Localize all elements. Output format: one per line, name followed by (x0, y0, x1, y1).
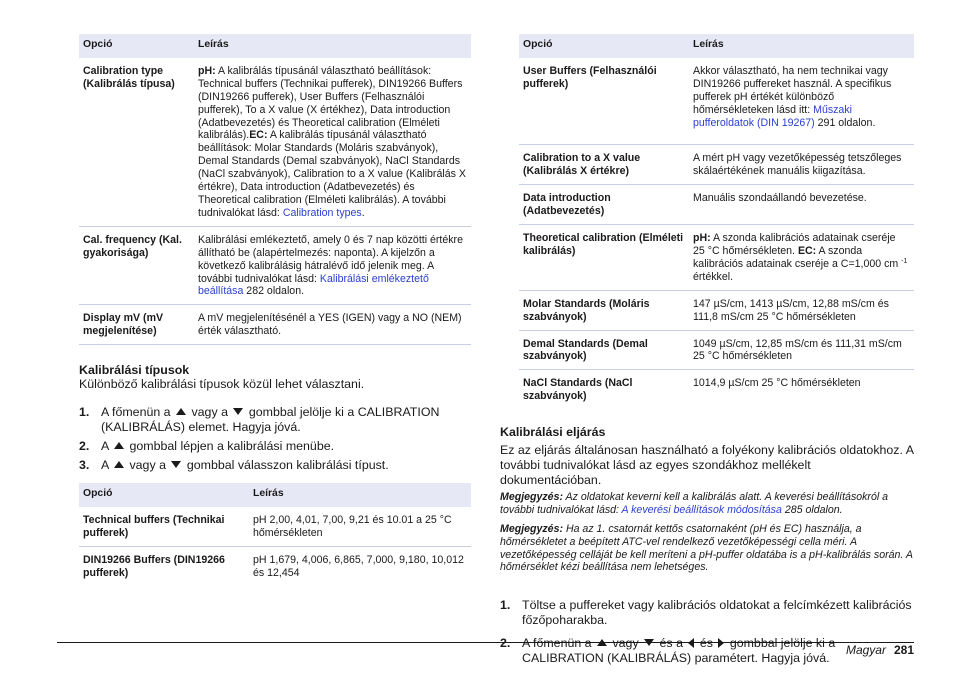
option-description (194, 226, 471, 305)
step-text: gombbal jelölje ki a CALIBRATION (KALIBRÁLÁS) paramétert. Hagyja jóvá. (522, 635, 836, 665)
desc-text: értékkel. (693, 270, 734, 283)
option-description: pH 2,00, 4,01, 7,00, 9,21 és 10.01 a 25 °C hőmérsékleten (249, 507, 471, 546)
right-column (500, 34, 914, 670)
note-text: Az oldatokat keverni kell a kalibrálás alatt. A keverési beállításokról a további tudnivalókat lásd: (500, 491, 889, 516)
desc-text: A szonda kalibrációs adatainak cseréje 25 °C hőmérsékleten. (693, 232, 896, 257)
note-text: Ha az 1. csatornát kettős csatornaként (pH és EC) használja, a hőmérsékletet a beépített ATC-vel rendelkező vezetőképességi cella méri. A vezetőképesség celláját be kell meríteni a pH-puffer oldatába is a pH-kalibrálás során. A hőmérséklet kézi beállítása nem lehetséges. (500, 523, 913, 574)
option-description (194, 305, 471, 345)
desc-text: A mV megjelenítésénél a YES (IGEN) vagy a NO (NEM) érték választható. (198, 312, 462, 338)
option-name: Display mV (mV megjelenítése) (79, 305, 194, 345)
link-technical-buffers[interactable]: Műszaki pufferoldatok (DIN 19267) (693, 103, 852, 129)
table-row (519, 145, 914, 185)
header-option: Opció (519, 34, 689, 58)
desc-text: . (361, 206, 365, 219)
section-title-calibration-types: Kalibrálási típusok (79, 363, 190, 378)
list-item (79, 458, 471, 473)
header-description: Leírás (194, 34, 471, 58)
header-option: Opció (79, 34, 194, 58)
note-stirring (500, 491, 914, 516)
table-row (519, 185, 914, 225)
table-header (519, 34, 914, 58)
step-number: 1. (79, 405, 90, 420)
note-label: Megjegyzés: (500, 523, 563, 536)
step-text: A (101, 458, 113, 473)
arrow-up-icon (176, 408, 186, 415)
table-row (519, 370, 914, 409)
option-name: Technical buffers (Technikai pufferek) (79, 507, 249, 546)
desc-text: Kalibrálási emlékeztető, amely 0 és 7 nap közötti értékre állítható be (alapértelmezés: naponta). A kijelzőn a következő kalibrálásig hátralévő idő jelenik meg. A további tudnivalókat lásd: (198, 233, 463, 285)
option-description: Manuális szondaállandó bevezetése. (689, 185, 914, 225)
label-ph: pH: (198, 64, 216, 77)
table-row (79, 58, 471, 226)
table-row (519, 330, 914, 370)
arrow-down-icon (233, 408, 243, 415)
desc-text: A kalibrálás típusánál választható beállítások: Technical buffers (Technikai pufferek), DIN19266 Buffers (DIN19266 pufferek), User Buffers (Felhasználói pufferek), To a X value (X értékhez), Data introduction (Adatbevezetés) és Theoretical calibration (Elméleti kalibrálás). (198, 64, 463, 142)
option-name: User Buffers (Felhasználói pufferek) (519, 58, 689, 145)
table-header (79, 34, 471, 58)
page-footer (846, 643, 914, 657)
table-row (79, 226, 471, 305)
option-description: 147 µS/cm, 1413 µS/cm, 12,88 mS/cm és 111,8 mS/cm 25 °C hőmérsékleten (689, 290, 914, 330)
step-text: és (696, 635, 717, 650)
option-name: Data introduction (Adatbevezetés) (519, 185, 689, 225)
list-item (500, 598, 914, 628)
section-intro: Ez az eljárás általánosan használható a folyékony kalibrációs oldatokhoz. A további tudnivalókat lásd az egyes szondákhoz mellékelt dokumentációban. (500, 443, 914, 488)
procedure-body (500, 443, 914, 666)
step-number: 2. (79, 439, 90, 454)
arrow-down-icon (171, 461, 181, 468)
option-name: Theoretical calibration (Elméleti kalibrálás) (519, 225, 689, 291)
step-text: Töltse a puffereket vagy kalibrációs oldatokat a felcímkézett kalibrációs főzőpoharakba. (522, 597, 912, 627)
step-text: és a (656, 635, 687, 650)
link-stirring-settings[interactable]: A keverési beállítások módosítása (621, 503, 782, 516)
step-text: gombbal jelölje ki a CALIBRATION (KALIBRÁLÁS) elemet. Hagyja jóvá. (101, 405, 440, 435)
option-description: 1014,9 µS/cm 25 °C hőmérsékleten (693, 377, 861, 390)
footer-divider (57, 642, 914, 643)
desc-text: 282 oldalon. (243, 285, 305, 298)
link-calibration-types[interactable]: Calibration types (282, 206, 362, 219)
step-text: vagy (609, 635, 643, 650)
note-text: 285 oldalon. (781, 503, 843, 516)
option-name: Molar Standards (Moláris szabványok) (519, 290, 689, 330)
option-description: 1049 µS/cm, 12,85 mS/cm és 111,31 mS/cm 25 °C hőmérsékleten (689, 330, 914, 370)
steps-list (79, 405, 471, 473)
option-name: Cal. frequency (Kal. gyakorisága) (79, 226, 194, 305)
table-row (79, 507, 471, 546)
step-text: A főmenün a (522, 635, 596, 650)
footer-language: Magyar (845, 643, 886, 657)
table-row (519, 225, 914, 291)
step-number: 3. (79, 458, 90, 473)
page-number: 281 (893, 643, 914, 657)
desc-text: 291 oldalon. (814, 116, 876, 129)
desc-text: A kalibrálás típusánál választható beállítások: Molar Standards (Moláris szabványok), Demal Standards (Demal szabványok), NaCl Standards (NaCl szabványok), Calibration to a X value (Kalibrálás X értékre), Data introduction (Adatbevezetés) és Theoretical calibration (Elméleti kalibrálás). A további tudnivalókat lásd: (198, 129, 466, 219)
label-ec: EC: (249, 129, 268, 142)
table-row (519, 58, 914, 145)
header-option: Opció (79, 483, 249, 507)
step-text: A (101, 439, 113, 454)
options-table-1 (79, 34, 471, 345)
section-intro: Különböző kalibrálási típusok közül lehet választani. (79, 377, 365, 392)
table-header (79, 483, 471, 507)
note-label: Megjegyzés: (500, 491, 563, 504)
step-text: vagy a (126, 458, 170, 473)
option-description (689, 225, 914, 291)
desc-text: Akkor választható, ha nem technikai vagy DIN19266 puffereket használ. A specifikus pufferek pH értékét különböző hőmérsékleteken lásd itt: (693, 64, 892, 116)
arrow-up-icon (114, 461, 124, 468)
link-calibration-reminder[interactable]: Kalibrálási emlékeztető beállítása (198, 272, 429, 298)
option-name: DIN19266 Buffers (DIN19266 pufferek) (83, 553, 225, 579)
option-description (689, 58, 914, 145)
table-row (519, 290, 914, 330)
label-ph: pH: (693, 232, 711, 245)
label-ec: EC: (797, 244, 817, 257)
step-text: gombbal válasszon kalibrálási típust. (183, 458, 389, 473)
header-description: Leírás (689, 34, 914, 58)
table-row (79, 546, 471, 585)
left-column (79, 34, 471, 586)
option-name: Calibration to a X value (Kalibrálás X értékre) (519, 145, 689, 185)
list-item (79, 405, 471, 435)
list-item (79, 439, 471, 454)
step-number: 1. (500, 597, 511, 612)
step-number: 2. (500, 635, 511, 650)
step-text: A főmenün a (101, 405, 175, 420)
options-table-3 (519, 34, 914, 409)
table-row (79, 305, 471, 345)
arrow-up-icon (114, 442, 124, 449)
option-description: A mért pH vagy vezetőképesség tetszőleges skálaértékének manuális kiigazítása. (689, 145, 914, 185)
superscript: -1 (901, 257, 908, 265)
desc-text: A szonda kalibrációs adatainak cseréje a C=1,000 cm (693, 244, 902, 270)
option-name: Demal Standards (Demal szabványok) (519, 330, 689, 370)
option-name: NaCl Standards (NaCl szabványok) (523, 377, 633, 403)
option-name: Calibration type (Kalibrálás típusa) (79, 58, 194, 226)
header-description: Leírás (249, 483, 471, 507)
step-text: gombbal lépjen a kalibrálási menübe. (126, 439, 335, 454)
note-channel (500, 523, 914, 573)
section-title-calibration-procedure: Kalibrálási eljárás (500, 425, 606, 440)
step-text: vagy a (188, 405, 232, 420)
option-description (194, 58, 471, 226)
options-table-2 (79, 483, 471, 586)
option-description: pH 1,679, 4,006, 6,865, 7,000, 9,180, 10,012 és 12,454 (253, 553, 464, 579)
